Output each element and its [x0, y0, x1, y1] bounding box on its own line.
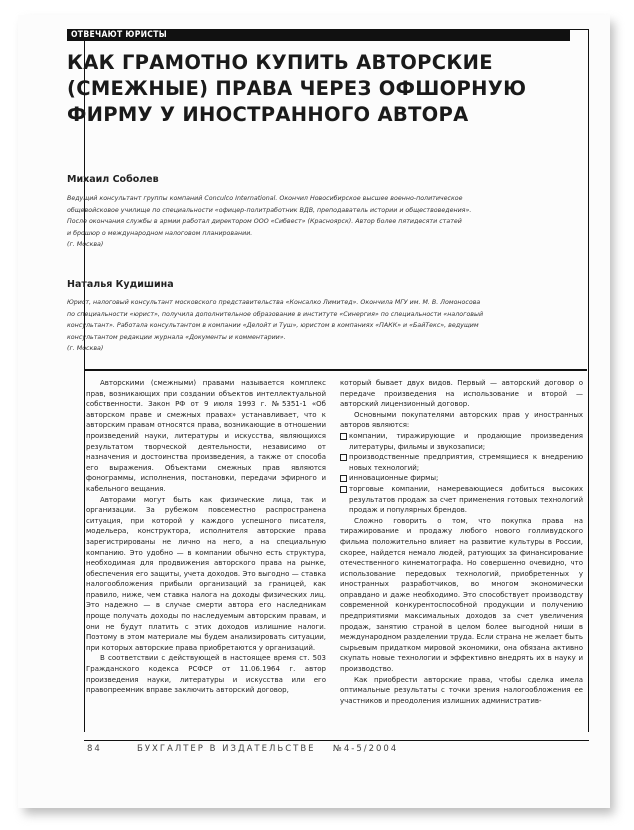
author-name: Наталья Кудишина — [67, 279, 174, 290]
title-line-3: ФИРМУ У ИНОСТРАННОГО АВТОРА — [67, 103, 469, 126]
paragraph: Основными покупателями авторских прав у иностранных авторов являются: — [340, 410, 583, 430]
buyers-list — [340, 431, 583, 516]
paragraph: который бывает двух видов. Первый — авторский договор о передаче произведения на использование и второй — авторский лицензионный договор. — [340, 379, 583, 409]
section-banner — [67, 29, 570, 41]
author-name: Михаил Соболев — [67, 174, 159, 185]
issue-number: №4-5/2004 — [333, 744, 399, 754]
title-line-1: КАК ГРАМОТНО КУПИТЬ АВТОРСКИЕ — [67, 51, 493, 74]
paragraph: Как приобрести авторские права, чтобы сделка имела оптимальные результаты с точки зрения налогообложения ее участников и преодоления излишних административ- — [340, 675, 583, 705]
magazine-name: БУХГАЛТЕР В ИЗДАТЕЛЬСТВЕ — [137, 744, 316, 754]
list-item: компании, тиражирующие и продающие произведения литературы, фильмы и звукозаписи; — [340, 431, 583, 452]
title-line-2: (СМЕЖНЫЕ) ПРАВА ЧЕРЕЗ ОФШОРНУЮ — [67, 77, 527, 100]
author-bio: Юрист, налоговый консультант московского представительства «Консалко Лимитед». Окончила МГУ им. М. В. Ломоносова по специальности «юрист», получила дополнительное образование в институте «Синергия» по специальности «налоговый консультант». Работала консультантом в компании «Делойт и Туш», юристом в компаниях «ПАКК» и «БайТекс», ведущим консультантом редакции журнала «Документы и комментарии». (г. Москва) — [67, 299, 484, 352]
page-number: 84 — [87, 744, 102, 754]
paragraph: Авторскими (смежными) правами называется комплекс прав, возникающих при создании объектов интеллектуальной собственности. Закон РФ от 9 июля 1993 г. №5351-1 «Об авторском праве и смежных правах» устанавливает, что к авторским правам относятся права, возникающие в отношении произведений науки, литературы и искусства, являющихся результатом творческой деятельности, независимо от назначения и достоинства произведения, а также от способа его выражения. Объектами смежных прав являются фонограммы, исполнения, постановки, передачи эфирного и кабельного вещания. — [86, 379, 326, 493]
section-label: ОТВЕЧАЮТ ЮРИСТЫ — [71, 30, 167, 40]
list-item: торговые компании, намеревающиеся добиться высоких результатов продаж за счет применения готовых технологий продаж и популярных брендов. — [340, 484, 583, 516]
divider — [84, 369, 587, 371]
paragraph: В соответствии с действующей в настоящее время ст. 503 Гражданского кодекса РСФСР от 11.06.1964 г. автор произведения науки, литературы и искусства или его правопреемник вправе заключить авторский договор, — [86, 654, 326, 695]
paragraph: Сложно говорить о том, что покупка права на тиражирование и продажу любого нового голливудского фильма положительно влияет на развитие культуры в России, скорее, найдется немало людей, ратующих за финансирование отечественного кинематографа. Но совершенно очевидно, что использование передовых технологий, приобретенных у иностранных разработчиков, во многом экономически оправдано и даже необходимо. Это способствует производству современной конкурентоспособной продукции и получению предприятиями максимальных доходов за счет увеличения продаж, занятию страной в целом более выгодной ниши в международном разделении труда. Если страна не желает быть сырьевым придатком мировой экономики, она обязана активно скупать новые технологии и эффективно внедрять их в науку и производство. — [340, 516, 583, 674]
footer-rule — [84, 740, 589, 741]
list-item: производственные предприятия, стремящиеся к внедрению новых технологий; — [340, 452, 583, 473]
list-item: инновационные фирмы; — [340, 473, 583, 484]
paragraph: Авторами могут быть как физические лица, так и организации. За рубежом повсеместно распространена ситуация, при которой у каждого успешного писателя, модельера, конструктора, исполнителя авторские права зарегистрированы не лично на него, а на специальную компанию. Это удобно — в компании обычно есть структура, необходимая для продвижения авторского права на рынке, обеспечения его защиты, учета доходов. Это выгодно — ставка налогообложения прибыли организаций за границей, как правило, ниже, чем ставка налога на доходы физических лиц. Это надежно — в случае смерти автора его наследникам проще получать доходы по наследуемым авторским правам, и они не будут платить с этих доходов излишние налоги. Поэтому в этом материале мы будем анализировать ситуации, при которых авторские права приобретаются у организаций. — [86, 495, 326, 652]
body-column-right — [340, 378, 583, 706]
body-column-left — [86, 378, 326, 696]
author-bio: Ведущий консультант группы компаний Conculco International. Окончил Новосибирское высшее военно-политическое общевойсковое училище по специальности «офицер-политработник ВДВ, преподаватель истории и обществоведения». После окончания службы в армии работал директором ООО «Сибвест» (Красноярск). Автор более пятидесяти статей и брошюр о международном налоговом планировании. (г. Москва) — [67, 195, 472, 248]
article-title — [67, 50, 587, 128]
